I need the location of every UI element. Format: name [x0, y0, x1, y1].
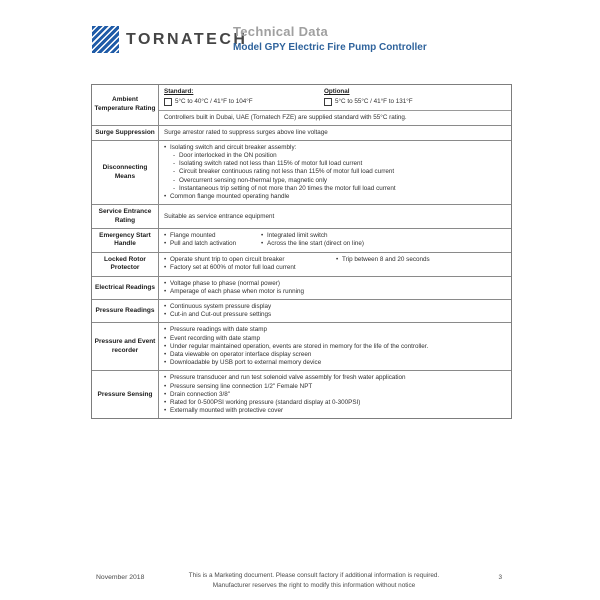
spec-line — [164, 280, 506, 288]
page-header — [92, 24, 512, 60]
spec-line — [164, 374, 506, 382]
table-row — [92, 204, 511, 228]
title-block — [233, 24, 427, 53]
spec-line — [164, 213, 506, 221]
spec-line — [164, 391, 506, 399]
spec-text: Surge arrestor rated to suppress surges above line voltage — [164, 128, 328, 136]
row-content — [159, 229, 511, 252]
row-content — [159, 141, 511, 204]
bullet-marker: • — [164, 287, 167, 295]
spec-text: Isolating switch rated not less than 115% of motor full load current — [179, 160, 363, 168]
bullet-marker: • — [164, 192, 167, 200]
row-content — [159, 205, 511, 228]
bullet-marker: • — [164, 350, 167, 358]
spec-line — [164, 343, 506, 351]
spec-text: Door interlocked in the ON position — [179, 152, 277, 160]
spec-text: Data viewable on operator interface display screen — [170, 350, 312, 358]
row-content — [159, 323, 511, 370]
spec-text: Pressure transducer and run test solenoid valve assembly for fresh water application — [170, 374, 406, 382]
bullet-column-2 — [261, 232, 506, 248]
bullet-marker: • — [164, 407, 167, 415]
table-row — [92, 370, 511, 418]
temperature-options — [159, 85, 511, 110]
spec-line — [164, 177, 506, 185]
bullet-marker: • — [164, 374, 167, 382]
row-label: Pressure Readings — [92, 300, 159, 322]
brand-name: TORNATECH — [126, 30, 248, 48]
spec-line — [164, 129, 506, 137]
table-row — [92, 299, 511, 322]
row-content — [159, 277, 511, 299]
bullet-marker: • — [164, 390, 167, 398]
bullet-marker: • — [164, 303, 167, 311]
spec-text: Pressure readings with date stamp — [170, 326, 267, 334]
page-number: 3 — [498, 574, 502, 581]
two-column-list — [164, 232, 506, 248]
row-label: Disconnecting Means — [92, 141, 159, 204]
spec-text: Suitable as service entrance equipment — [164, 212, 275, 220]
bullet-marker: • — [164, 311, 167, 319]
table-row — [92, 125, 511, 140]
standard-temperature — [164, 88, 324, 106]
spec-text: Under regular maintained operation, events are stored in memory for the life of the controller. — [170, 342, 429, 350]
spec-text: Overcurrent sensing non-thermal type, magnetic only — [179, 176, 328, 184]
spec-line — [164, 193, 506, 201]
spec-line — [164, 407, 506, 415]
spec-text: Continuous system pressure display — [170, 303, 272, 311]
spec-line — [164, 303, 506, 311]
bullet-marker: • — [261, 240, 264, 248]
spec-text: Across the line start (direct on line) — [267, 240, 364, 248]
disclaimer-line-2: Manufacturer reserves the right to modify this information without notice — [212, 581, 416, 589]
spec-text: Integrated limit switch — [267, 232, 328, 240]
row-content — [159, 85, 511, 125]
brand-block — [92, 26, 247, 53]
spec-text: Cut-in and Cut-out pressure settings — [170, 311, 272, 319]
two-column-list — [164, 256, 506, 272]
bullet-marker: • — [164, 240, 167, 248]
optional-value-line — [324, 98, 413, 106]
bullet-marker: • — [164, 359, 167, 367]
bullet-marker: - — [173, 176, 176, 184]
spec-line — [164, 264, 336, 272]
spec-text: Flange mounted — [170, 232, 216, 240]
spec-text: Isolating switch and circuit breaker assembly: — [170, 143, 297, 151]
spec-text: Instantaneous trip setting of not more than 20 times the motor full load current — [179, 184, 396, 192]
spec-line — [164, 311, 506, 319]
optional-checkbox — [324, 98, 332, 106]
spec-line — [164, 383, 506, 391]
bullet-marker: - — [173, 160, 176, 168]
spec-line — [164, 144, 506, 152]
spec-line — [261, 240, 506, 248]
table-row — [92, 252, 511, 276]
spec-text: Factory set at 600% of motor full load current — [170, 264, 296, 272]
spec-line — [336, 256, 506, 264]
standard-value-line — [164, 98, 324, 106]
table-row — [92, 85, 511, 125]
doc-model-title: Model GPY Electric Fire Pump Controller — [233, 42, 427, 53]
bullet-marker: • — [164, 264, 167, 272]
bullet-marker: • — [164, 256, 167, 264]
bullet-marker: • — [164, 382, 167, 390]
spec-text: Externally mounted with protective cover — [170, 407, 284, 415]
bullet-marker: • — [164, 143, 167, 151]
standard-checkbox — [164, 98, 172, 106]
table-row — [92, 276, 511, 299]
tornatech-logo-icon — [92, 26, 119, 53]
bullet-marker: • — [164, 279, 167, 287]
spec-text: Operate shunt trip to open circuit breaker — [170, 256, 285, 264]
row-content — [159, 300, 511, 322]
spec-line — [164, 335, 506, 343]
row-label: Service Entrance Rating — [92, 205, 159, 228]
footer-date: November 2018 — [96, 574, 145, 581]
disclaimer-line-1: This is a Marketing document. Please consult factory if additional information is required. — [188, 572, 440, 579]
table-row — [92, 322, 511, 370]
doc-type-title: Technical Data — [233, 24, 328, 39]
row-content — [159, 253, 511, 276]
optional-value: 5°C to 55°C / 41°F to 131°F — [335, 98, 413, 106]
spec-line — [164, 359, 506, 367]
bullet-marker: • — [164, 342, 167, 350]
spec-text: Voltage phase to phase (normal power) — [170, 279, 280, 287]
table-row — [92, 228, 511, 252]
standard-value: 5°C to 40°C / 41°F to 104°F — [175, 98, 253, 106]
bullet-marker: • — [261, 232, 264, 240]
spec-line — [261, 232, 506, 240]
page-footer — [91, 571, 510, 590]
spec-table — [91, 84, 512, 419]
bullet-column-2 — [336, 256, 506, 272]
spec-text: Circuit breaker continuous rating not less than 115% of motor full load current — [179, 168, 395, 176]
bullet-column-1 — [164, 232, 261, 248]
bullet-marker: - — [173, 168, 176, 176]
dubai-note: Controllers built in Dubai, UAE (Tornatech FZE) are supplied standard with 55°C rating. — [159, 110, 511, 124]
bullet-column-1 — [164, 256, 336, 272]
spec-line — [164, 185, 506, 193]
optional-temperature — [324, 88, 413, 106]
bullet-marker: - — [173, 184, 176, 192]
row-label: Pressure Sensing — [92, 371, 159, 418]
spec-text: Pressure sensing line connection 1/2" Female NPT — [170, 382, 313, 390]
row-content — [159, 371, 511, 418]
footer-disclaimer — [186, 571, 442, 590]
bullet-marker: • — [336, 256, 339, 264]
spec-line — [164, 232, 261, 240]
spec-line — [164, 399, 506, 407]
spec-line — [164, 256, 336, 264]
bullet-marker: • — [164, 334, 167, 342]
table-row — [92, 140, 511, 204]
spec-text: Common flange mounted operating handle — [170, 192, 290, 200]
spec-line — [164, 351, 506, 359]
row-label: Emergency Start Handle — [92, 229, 159, 252]
row-label: Pressure and Event recorder — [92, 323, 159, 370]
row-label: Locked Rotor Protector — [92, 253, 159, 276]
spec-line — [164, 240, 261, 248]
bullet-marker: - — [173, 152, 176, 160]
spec-line — [164, 168, 506, 176]
row-label: Surge Suppression — [92, 126, 159, 140]
spec-text: Rated for 0-500PSI working pressure (standard display at 0-300PSI) — [170, 398, 361, 406]
spec-line — [164, 152, 506, 160]
bullet-marker: • — [164, 326, 167, 334]
spec-line — [164, 326, 506, 334]
spec-line — [164, 160, 506, 168]
spec-line — [164, 288, 506, 296]
spec-text: Drain connection 3/8" — [170, 390, 230, 398]
spec-text: Event recording with date stamp — [170, 334, 260, 342]
spec-text: Pull and latch activation — [170, 240, 237, 248]
spec-text: Trip between 8 and 20 seconds — [342, 256, 430, 264]
bullet-marker: • — [164, 232, 167, 240]
optional-label: Optional — [324, 88, 350, 95]
row-label: Ambient Temperature Rating — [92, 85, 159, 125]
standard-label: Standard: — [164, 88, 194, 95]
row-content — [159, 126, 511, 140]
spec-text: Amperage of each phase when motor is running — [170, 287, 305, 295]
bullet-marker: • — [164, 398, 167, 406]
spec-text: Downloadable by USB port to external memory device — [170, 359, 322, 367]
row-label: Electrical Readings — [92, 277, 159, 299]
